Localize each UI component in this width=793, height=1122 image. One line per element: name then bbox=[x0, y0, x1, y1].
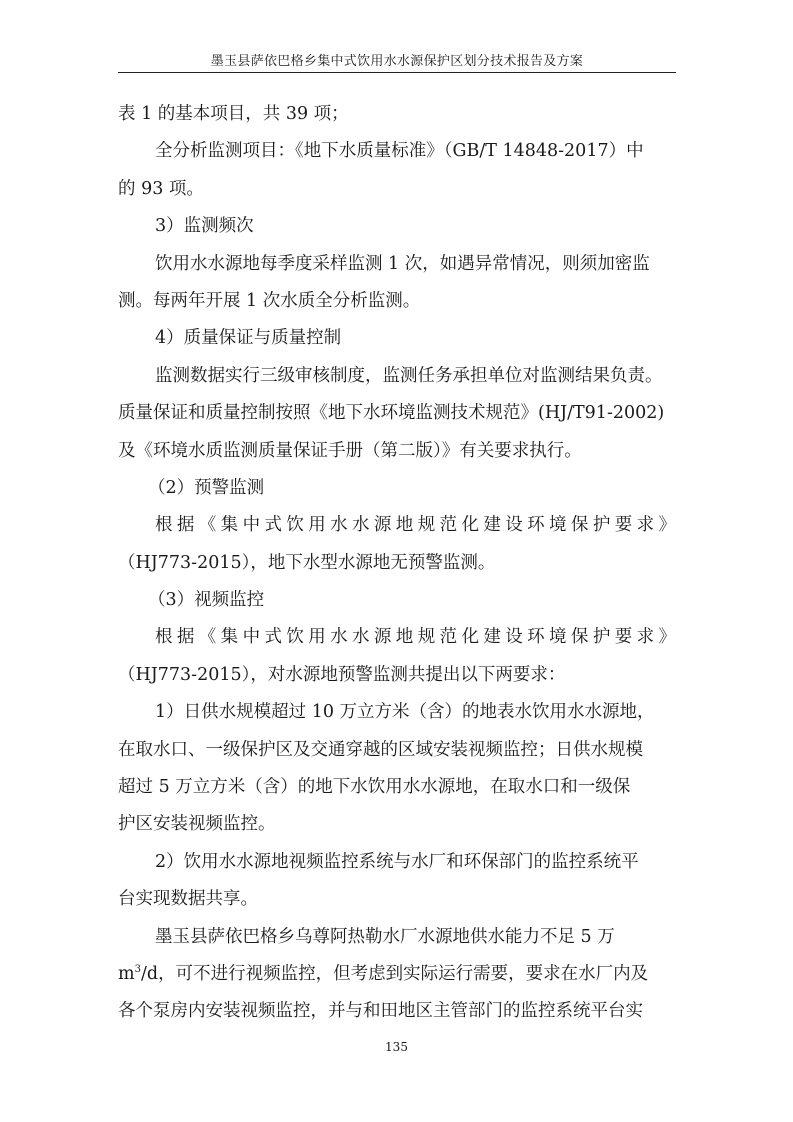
superscript: 3 bbox=[134, 964, 141, 976]
section-heading: （3）视频监控 bbox=[148, 590, 265, 611]
unit-text: m bbox=[118, 963, 135, 984]
text-line: 2）饮用水水源地视频监控系统与水厂和环保部门的监控系统平 bbox=[155, 851, 639, 872]
text-line: 质量保证和质量控制按照《地下水环境监测技术规范》(HJ/T91-2002) bbox=[118, 403, 665, 424]
text-continuation: /d，可不进行视频监控，但考虑到实际运行需要，要求在水厂内及 bbox=[140, 963, 649, 984]
text-line: 在取水口、一级保护区及交通穿越的区域安装视频监控；日供水规模 bbox=[118, 739, 643, 760]
header-divider bbox=[118, 72, 676, 73]
section-heading: 4）质量保证与质量控制 bbox=[155, 328, 342, 349]
section-heading: （2）预警监测 bbox=[148, 477, 265, 498]
text-line bbox=[118, 956, 676, 993]
text-line: 护区安装视频监控。 bbox=[118, 814, 276, 835]
text-line: 根据《集中式饮用水水源地规范化建设环境保护要求》 bbox=[155, 515, 676, 536]
text-line: 1）日供水规模超过 10 万立方米（含）的地表水饮用水水源地， bbox=[155, 702, 655, 723]
running-header: 墨玉县萨依巴格乡集中式饮用水水源保护区划分技术报告及方案 bbox=[210, 54, 584, 69]
text-line: 台实现数据共享。 bbox=[118, 889, 258, 910]
section-heading: 3）监测频次 bbox=[155, 216, 254, 237]
text-line: 表 1 的基本项目，共 39 项； bbox=[118, 104, 349, 124]
page-number: 135 bbox=[385, 1040, 408, 1054]
text-line: （HJ773-2015），对水源地预警监测共提出以下两要求： bbox=[118, 664, 566, 685]
text-line: 根据《集中式饮用水水源地规范化建设环境保护要求》 bbox=[155, 627, 676, 648]
text-line: 测。每两年开展 1 次水质全分析监测。 bbox=[118, 290, 421, 311]
text-line: 超过 5 万立方米（含）的地下水饮用水水源地，在取水口和一级保 bbox=[118, 777, 631, 798]
document-body bbox=[118, 96, 676, 1031]
text-line: （HJ773-2015），地下水型水源地无预警监测。 bbox=[118, 552, 496, 573]
text-line: 全分析监测项目：《地下水质量标准》（GB/T 14848-2017）中 bbox=[155, 141, 644, 162]
text-line: 各个泵房内安装视频监控，并与和田地区主管部门的监控系统平台实 bbox=[118, 1001, 643, 1022]
text-line: 及《环境水质监测质量保证手册（第二版）》有关要求执行。 bbox=[118, 440, 582, 461]
text-line: 的 93 项。 bbox=[118, 178, 204, 199]
text-line: 饮用水水源地每季度采样监测 1 次，如遇异常情况，则须加密监 bbox=[155, 253, 650, 274]
text-line: 墨玉县萨依巴格乡乌尊阿热勒水厂水源地供水能力不足 5 万 bbox=[155, 926, 615, 947]
text-line: 监测数据实行三级审核制度，监测任务承担单位对监测结果负责。 bbox=[155, 365, 663, 386]
